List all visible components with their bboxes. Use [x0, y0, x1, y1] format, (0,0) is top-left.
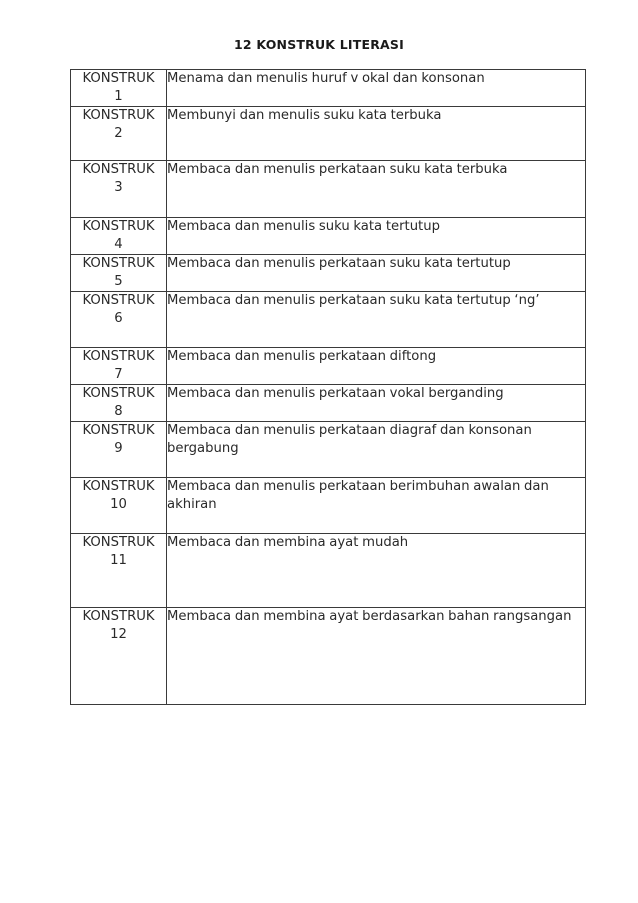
construct-description: Membunyi dan menulis suku kata terbuka	[167, 107, 586, 161]
construct-label: KONSTRUK	[82, 71, 155, 86]
table-row	[71, 422, 586, 478]
construct-description: Membaca dan menulis perkataan vokal berganding	[167, 385, 586, 422]
construct-label: KONSTRUK	[82, 423, 155, 438]
construct-label-cell	[71, 478, 167, 534]
construct-label-cell	[71, 255, 167, 292]
table-row	[71, 255, 586, 292]
construct-label: KONSTRUK	[82, 293, 155, 308]
construct-label-cell	[71, 422, 167, 478]
construct-description: Membaca dan menulis perkataan diftong	[167, 348, 586, 385]
construct-label: KONSTRUK	[82, 386, 155, 401]
construct-label-cell	[71, 218, 167, 255]
construct-number: 6	[114, 311, 123, 326]
construct-label: KONSTRUK	[82, 349, 155, 364]
construct-description: Membaca dan menulis perkataan berimbuhan awalan dan akhiran	[167, 478, 586, 534]
construct-description: Membaca dan menulis perkataan diagraf dan konsonan bergabung	[167, 422, 586, 478]
table-row	[71, 348, 586, 385]
construct-label: KONSTRUK	[82, 256, 155, 271]
construct-number: 9	[114, 441, 123, 456]
construct-label-cell	[71, 385, 167, 422]
construct-number: 4	[114, 237, 123, 252]
table-row	[71, 534, 586, 608]
construct-number: 1	[114, 89, 123, 104]
table-row	[71, 161, 586, 218]
construct-number: 7	[114, 367, 123, 382]
construct-label-cell	[71, 70, 167, 107]
construct-label: KONSTRUK	[82, 162, 155, 177]
construct-label-cell	[71, 161, 167, 218]
table-row	[71, 292, 586, 348]
construct-description: Membaca dan menulis perkataan suku kata tertutup	[167, 255, 586, 292]
construct-label: KONSTRUK	[82, 609, 155, 624]
table-row	[71, 608, 586, 705]
construct-label-cell	[71, 534, 167, 608]
table-row	[71, 70, 586, 107]
construct-label-cell	[71, 107, 167, 161]
construct-number: 5	[114, 274, 123, 289]
construct-table	[70, 69, 586, 705]
construct-label-cell	[71, 608, 167, 705]
construct-number: 10	[110, 497, 127, 512]
construct-label-cell	[71, 348, 167, 385]
construct-number: 12	[110, 627, 127, 642]
construct-description: Membaca dan membina ayat mudah	[167, 534, 586, 608]
construct-description: Membaca dan menulis suku kata tertutup	[167, 218, 586, 255]
construct-description: Membaca dan membina ayat berdasarkan bahan rangsangan	[167, 608, 586, 705]
construct-number: 3	[114, 180, 123, 195]
construct-number: 2	[114, 126, 123, 141]
construct-number: 11	[110, 553, 127, 568]
table-row	[71, 218, 586, 255]
construct-description: Membaca dan menulis perkataan suku kata terbuka	[167, 161, 586, 218]
construct-description: Membaca dan menulis perkataan suku kata tertutup ‘ng’	[167, 292, 586, 348]
construct-label: KONSTRUK	[82, 535, 155, 550]
construct-label: KONSTRUK	[82, 479, 155, 494]
page-title: 12 KONSTRUK LITERASI	[234, 37, 404, 52]
construct-description: Menama dan menulis huruf v okal dan konsonan	[167, 70, 586, 107]
table-row	[71, 478, 586, 534]
construct-label-cell	[71, 292, 167, 348]
table-row	[71, 107, 586, 161]
construct-label: KONSTRUK	[82, 108, 155, 123]
construct-number: 8	[114, 404, 123, 419]
construct-label: KONSTRUK	[82, 219, 155, 234]
table-row	[71, 385, 586, 422]
